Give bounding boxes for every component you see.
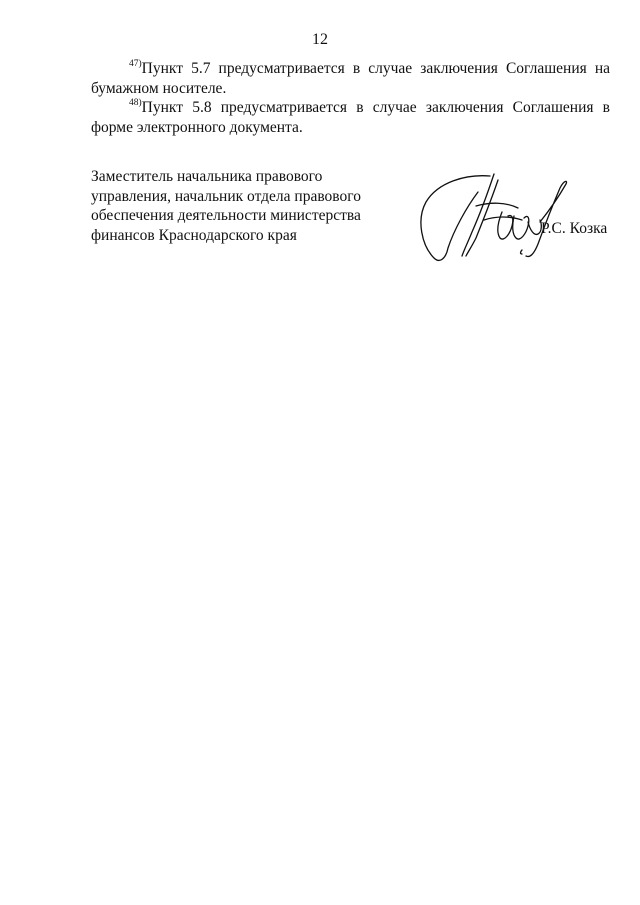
footnote-text: Пункт 5.7 предусматривается в случае заключения Соглашения на бумажном носителе. xyxy=(91,60,610,97)
footnote-text: Пункт 5.8 предусматривается в случае заключения Соглашения в форме электронного документа. xyxy=(91,99,610,136)
footnote-47 xyxy=(91,59,610,98)
footnote-48 xyxy=(91,98,610,137)
signatory-title xyxy=(91,167,391,245)
signatory-title-line: управления, начальник отдела правового xyxy=(91,187,361,205)
footnotes xyxy=(91,59,610,137)
handwritten-signature-icon xyxy=(418,172,578,264)
signatory-title-line: обеспечения деятельности министерства xyxy=(91,207,361,224)
footnote-marker: 48) xyxy=(129,97,142,108)
signatory-title-line: финансов Краснодарского края xyxy=(91,226,297,244)
page-number: 12 xyxy=(312,31,328,48)
footnote-marker: 47) xyxy=(129,58,142,69)
signatory-name: Р.С. Козка xyxy=(541,220,608,237)
signatory-title-line: Заместитель начальника правового xyxy=(91,168,323,185)
